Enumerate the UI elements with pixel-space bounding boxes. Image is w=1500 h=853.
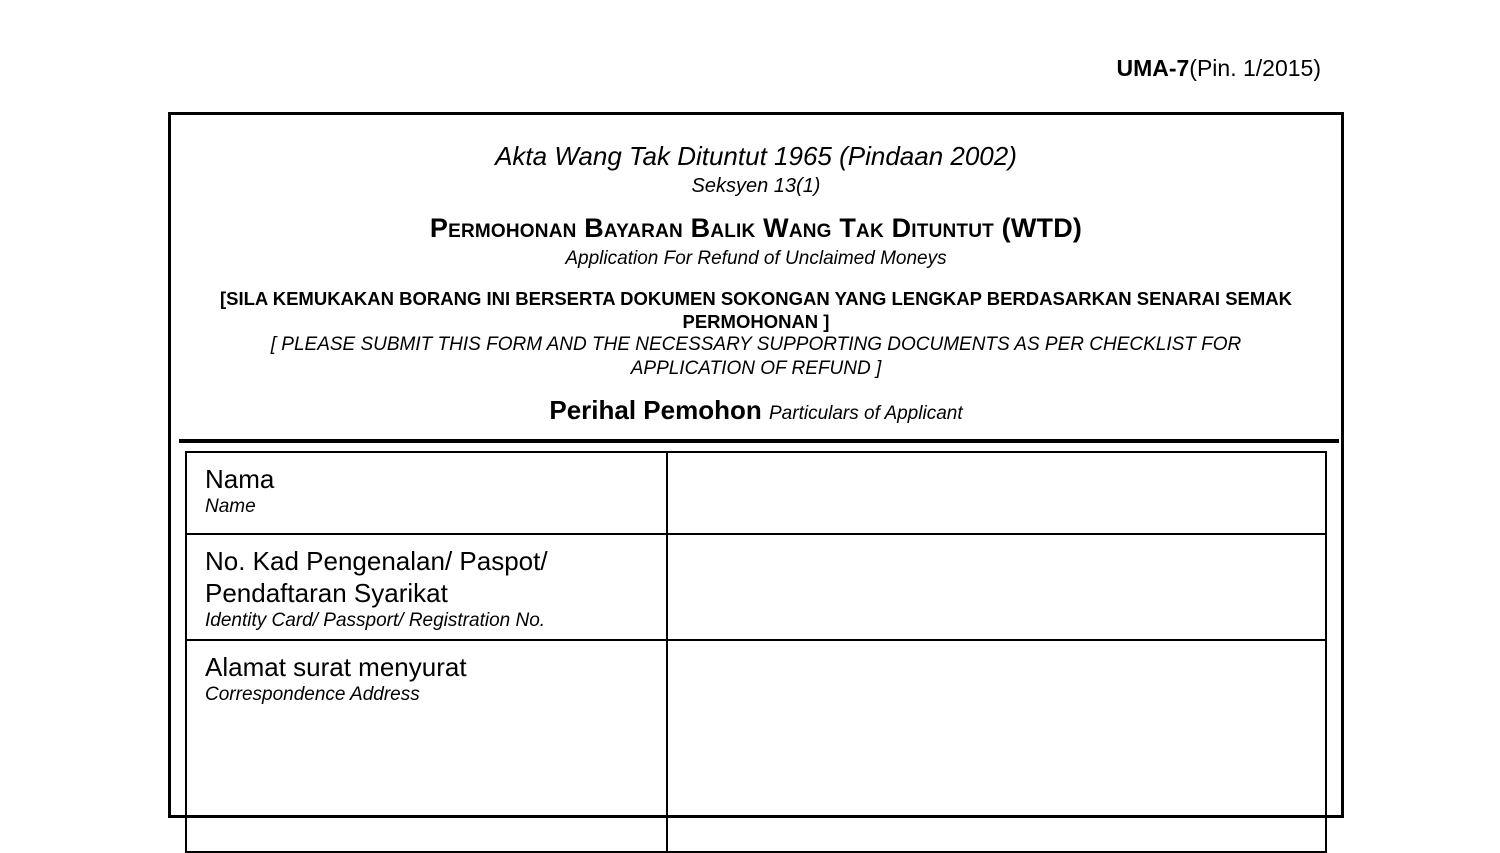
identity-number-input[interactable] — [667, 534, 1326, 640]
field-label-english: Name — [205, 496, 256, 517]
particulars-malay: Perihal Pemohon — [549, 395, 762, 425]
form-code-number: UMA-7 — [1116, 55, 1190, 81]
field-label-cell — [186, 640, 667, 852]
field-label-cell — [186, 534, 667, 640]
field-row-identity — [186, 534, 1326, 640]
field-label-english: Correspondence Address — [205, 684, 420, 705]
field-label-cell — [186, 452, 667, 534]
particulars-english: Particulars of Applicant — [769, 403, 963, 424]
field-label-malay: No. Kad Pengenalan/ Paspot/ Pendaftaran Syarikat — [205, 546, 548, 608]
name-input[interactable] — [667, 452, 1326, 534]
correspondence-address-input[interactable] — [667, 640, 1326, 852]
form-code-revision: (Pin. 1/2015) — [1189, 55, 1321, 81]
applicant-fields-table — [185, 451, 1327, 853]
instruction-malay: [SILA KEMUKAKAN BORANG INI BERSERTA DOKUMEN SOKONGAN YANG LENGKAP BERDASARKAN SENARAI SEMAK PERMOHONAN ] — [219, 288, 1293, 332]
form-title-english: Application For Refund of Unclaimed Moneys — [565, 248, 947, 269]
form-box — [168, 112, 1344, 818]
field-label-english: Identity Card/ Passport/ Registration No. — [205, 610, 546, 631]
field-label-malay: Nama — [205, 464, 275, 494]
field-label-malay: Alamat surat menyurat — [205, 652, 467, 682]
section-reference: Seksyen 13(1) — [691, 175, 821, 197]
field-row-address — [186, 640, 1326, 852]
form-title: Permohonan Bayaran Balik Wang Tak Dituntut (WTD) — [429, 213, 1083, 243]
header-divider — [179, 439, 1339, 443]
field-row-name — [186, 452, 1326, 534]
instruction-english: [ PLEASE SUBMIT THIS FORM AND THE NECESSARY SUPPORTING DOCUMENTS AS PER CHECKLIST FOR APPLICATION OF REFUND ] — [270, 334, 1242, 379]
form-code — [1116, 55, 1321, 82]
section-heading-particulars — [171, 395, 1341, 426]
act-title: Akta Wang Tak Dituntut 1965 (Pindaan 2002) — [495, 141, 1017, 171]
